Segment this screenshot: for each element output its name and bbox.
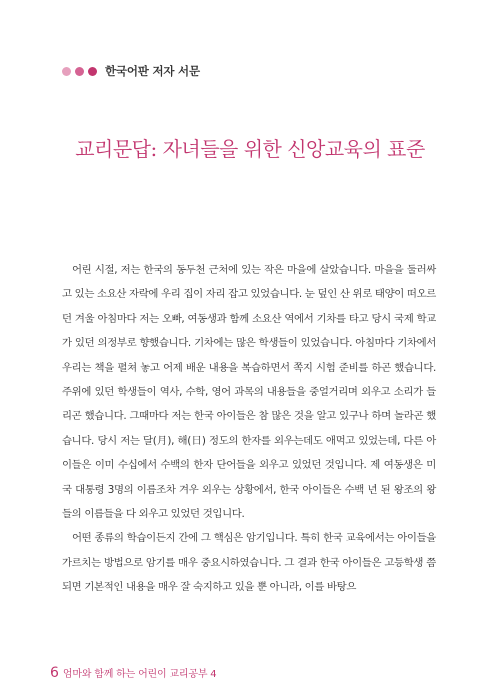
chapter-title: 교리문답: 자녀들을 위한 신앙교육의 표준 [75,137,425,161]
section-header [62,62,200,80]
decorative-dot-3 [88,67,97,76]
body-paragraph-1: 어린 시절, 저는 한국의 동두천 근처에 있는 작은 마을에 살았습니다. 마을을 둘러싸고 있는 소요산 자락에 우리 집이 자리 잡고 있었습니다. 눈 덮인 산 위로 태양이 떠오르던 겨울 아침마다 저는 오빠, 여동생과 함께 소요산 역에서 기차를 타고 당시 국제 학교가 있던 의정부로 향했습니다. 기차에는 많은 학생들이 있었습니다. 아침마다 기차에서 우리는 책을 펼쳐 놓고 어제 배운 내용을 복습하면서 쪽지 시험 준비를 하곤 했습니다. 주위에 있던 학생들이 역사, 수학, 영어 과목의 내용들을 중얼거리며 외우고 소리가 들리곤 했습니다. 그때마다 저는 한국 아이들은 참 많은 것을 알고 있구나 하며 놀라곤 했습니다. 당시 저는 달(月), 해(日) 정도의 한자를 외우는데도 애먹고 있었는데, 다른 아이들은 이미 수십에서 수백의 한자 단어들을 외우고 있었던 것입니다. 제 여동생은 미국 대통령 3명의 이름조차 겨우 외우는 상황에서, 한국 아이들은 수백 년 된 왕조의 왕들의 이름들을 다 외우고 있었던 것입니다. [62,264,436,521]
decorative-dot-1 [62,67,71,76]
body-paragraph-2: 어떤 종류의 학습이든지 간에 그 핵심은 암기입니다. 특히 한국 교육에서는 아이들을 가르치는 방법으로 암기를 매우 중요시하였습니다. 그 결과 한국 아이들은 고등학생 쯤 되면 기본적인 내용을 매우 잘 숙지하고 있을 뿐 아니라, 이를 바탕으 [62,532,436,594]
page-footer [50,665,216,681]
decorative-dot-2 [75,67,84,76]
section-label: 한국어판 저자 서문 [105,64,200,78]
page-number: 6 [50,665,59,681]
body-text [62,258,436,600]
running-book-title: 엄마와 함께 하는 어린이 교리공부 4 [62,669,217,680]
